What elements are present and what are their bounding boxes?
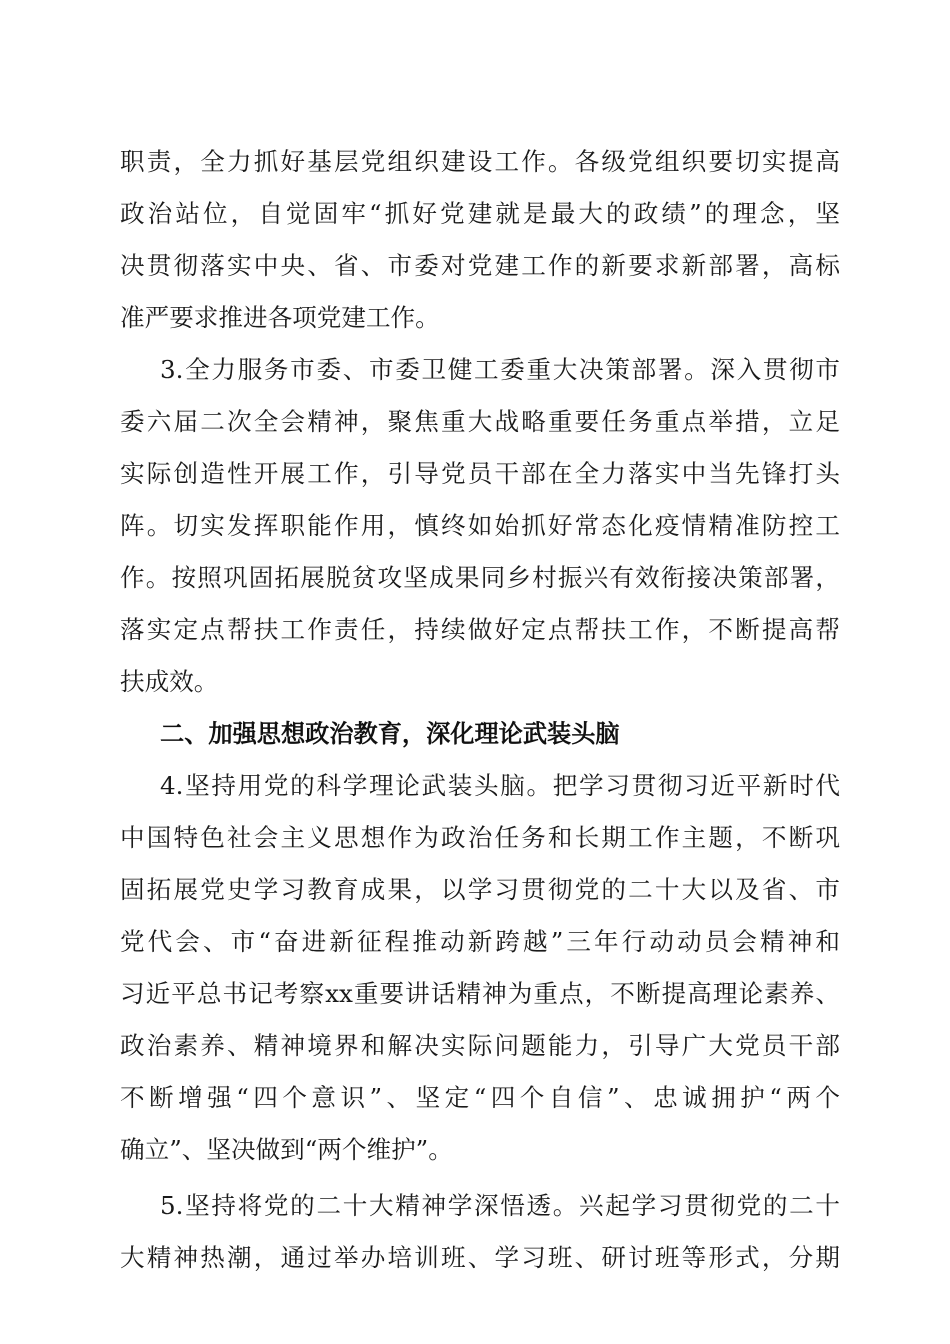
text-line: 职责，全力抓好基层党组织建设工作。各级党组织要切实提高 xyxy=(120,147,840,176)
text-line: 确立”、坚决做到“两个维护”。 xyxy=(120,1135,453,1164)
paragraph-5-first-line: 5.坚持将党的二十大精神学深悟透。兴起学习贯彻党的二十 xyxy=(160,1191,840,1220)
text-line: 中国特色社会主义思想作为政治任务和长期工作主题，不断巩 xyxy=(120,823,840,852)
text-line: 阵。切实发挥职能作用，慎终如始抓好常态化疫情精准防控工 xyxy=(120,511,840,540)
text-line: 准严要求推进各项党建工作。 xyxy=(120,303,440,332)
text-line: 作。按照巩固拓展脱贫攻坚成果同乡村振兴有效衔接决策部署， xyxy=(120,563,840,592)
text-line: 不断增强“四个意识”、坚定“四个自信”、忠诚拥护“两个 xyxy=(120,1083,840,1112)
text-line: 大精神热潮，通过举办培训班、学习班、研讨班等形式，分期 xyxy=(120,1243,840,1272)
text-line: 党代会、市“奋进新征程推动新跨越”三年行动动员会精神和 xyxy=(120,927,840,956)
text-line: 固拓展党史学习教育成果，以学习贯彻党的二十大以及省、市 xyxy=(120,875,840,904)
text-line: 委六届二次全会精神，聚焦重大战略重要任务重点举措，立足 xyxy=(120,407,840,436)
section-heading: 二、加强思想政治教育，深化理论武装头脑 xyxy=(160,720,620,748)
text-line: 习近平总书记考察xx重要讲话精神为重点，不断提高理论素养、 xyxy=(120,979,840,1008)
text-line: 落实定点帮扶工作责任，持续做好定点帮扶工作，不断提高帮 xyxy=(120,615,840,644)
paragraph-4-first-line: 4.坚持用党的科学理论武装头脑。把学习贯彻习近平新时代 xyxy=(160,771,840,800)
text-line: 实际创造性开展工作，引导党员干部在全力落实中当先锋打头 xyxy=(120,459,840,488)
paragraph-3-first-line: 3.全力服务市委、市委卫健工委重大决策部署。深入贯彻市 xyxy=(160,355,840,384)
text-line: 决贯彻落实中央、省、市委对党建工作的新要求新部署，高标 xyxy=(120,251,840,280)
text-line: 政治素养、精神境界和解决实际问题能力，引导广大党员干部 xyxy=(120,1031,840,1060)
text-line: 政治站位，自觉固牢“抓好党建就是最大的政绩”的理念，坚 xyxy=(120,199,840,228)
text-line: 扶成效。 xyxy=(120,667,219,696)
